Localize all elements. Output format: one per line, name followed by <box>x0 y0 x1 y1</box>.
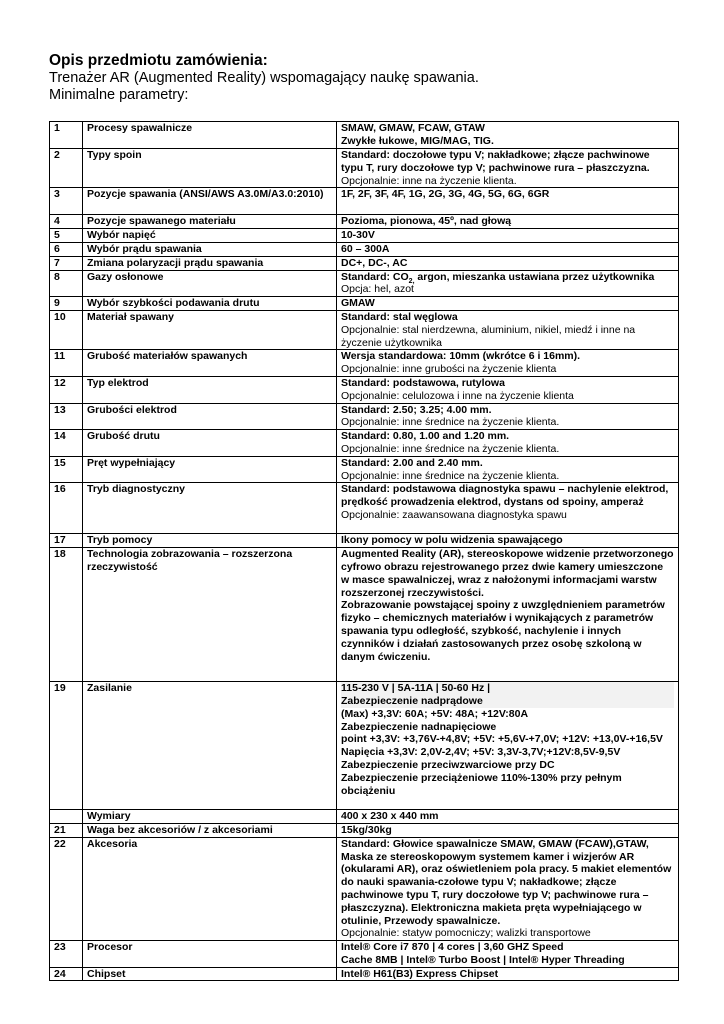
value-line: Cache 8MB | Intel® Turbo Boost | Intel® Hyper Threading <box>341 953 625 966</box>
row-number: 3 <box>50 188 83 215</box>
row-number: 4 <box>50 215 83 229</box>
parameter-value <box>337 350 679 377</box>
parameter-name: Procesy spawalnicze <box>83 122 337 149</box>
parameter-value <box>337 837 679 940</box>
table-row <box>50 967 679 981</box>
value-line: Standard: doczołowe typu V; nakładkowe; złącze pachwinowe typu T, rury doczołowe typ V; pachwinowe rura – płaszczyzna. <box>341 149 650 174</box>
row-number: 11 <box>50 350 83 377</box>
value-line: Standard: 2.00 and 2.40 mm. <box>341 456 483 469</box>
row-number: 24 <box>50 967 83 981</box>
parameter-value: 60 – 300A <box>337 242 679 256</box>
parameter-name: Wymiary <box>83 810 337 824</box>
parameter-name: Wybór prądu spawania <box>83 242 337 256</box>
table-row <box>50 376 679 403</box>
document-title: Opis przedmiotu zamówienia: <box>49 52 268 69</box>
table-row <box>50 456 679 483</box>
row-number: 21 <box>50 823 83 837</box>
parameter-name: Typy spoin <box>83 149 337 188</box>
parameter-value <box>337 682 679 810</box>
optional-note: Opcjonalnie: stal nierdzewna, aluminium, nikiel, miedź i inne na życzenie użytkownika <box>341 323 636 349</box>
parameter-name: Tryb pomocy <box>83 534 337 548</box>
parameter-value: GMAW <box>337 297 679 311</box>
table-row <box>50 403 679 430</box>
parameter-value <box>337 941 679 968</box>
value-line: Augmented Reality (AR), stereoskopowe widzenie przetworzonego cyfrowo obrazu rejestrowanego przez dwie kamery umieszczone w masce spawalniczej, wraz z nałożonymi informacjami warstw rozszerzonej rzeczywistości. <box>341 548 674 599</box>
parameter-name: Waga bez akcesoriów / z akcesoriami <box>83 823 337 837</box>
value-line: Intel® Core i7 870 | 4 cores | 3,60 GHZ Speed <box>341 941 564 954</box>
parameter-name: Pręt wypełniający <box>83 456 337 483</box>
parameter-value <box>337 483 679 534</box>
value-line: (Max) +3,3V: 60A; +5V: 48A; +12V:80A <box>341 707 529 720</box>
row-number <box>50 810 83 824</box>
parameter-value: Ikony pomocy w polu widzenia spawającego <box>337 534 679 548</box>
table-row <box>50 256 679 270</box>
table-row <box>50 188 679 215</box>
parameter-name: Zasilanie <box>83 682 337 810</box>
table-row <box>50 242 679 256</box>
table-row <box>50 682 679 810</box>
row-number: 6 <box>50 242 83 256</box>
value-line <box>341 271 674 284</box>
row-number: 14 <box>50 430 83 457</box>
optional-note: Opcjonalnie: inne średnice na życzenie klienta. <box>341 469 560 482</box>
value-line: Standard: 0.80, 1.00 and 1.20 mm. <box>341 430 510 443</box>
parameter-name: Grubości elektrod <box>83 403 337 430</box>
document-header <box>49 52 689 104</box>
parameter-name: Pozycje spawania (ANSI/AWS A3.0M/A3.0:2010) <box>83 188 337 215</box>
value-line: Zobrazowanie powstającej spoiny z uwzględnieniem parametrów fizyko – chemicznych materiałów i wynikających z parametrów spawania typu odległość, szybkość, nachylenie i innych czynników i działań zastosowanych przez osobę szkoloną w danym ćwiczeniu. <box>341 599 665 663</box>
table-row <box>50 483 679 534</box>
table-row <box>50 350 679 377</box>
table-row <box>50 837 679 940</box>
table-row <box>50 297 679 311</box>
optional-note: Opcja: hel, azot <box>341 283 414 296</box>
row-number: 23 <box>50 941 83 968</box>
row-number: 10 <box>50 310 83 349</box>
optional-note: Opcjonalnie: inne na życzenie klienta. <box>341 174 517 187</box>
parameter-name: Grubość drutu <box>83 430 337 457</box>
row-number: 5 <box>50 229 83 243</box>
subscript-text: 2, <box>408 277 415 285</box>
table-row <box>50 149 679 188</box>
row-number: 16 <box>50 483 83 534</box>
parameter-value <box>337 310 679 349</box>
value-line: 115-230 V | 5A-11A | 50-60 Hz | <box>341 682 674 695</box>
parameter-name: Procesor <box>83 941 337 968</box>
value-line: Standard: podstawowa diagnostyka spawu – nachylenie elektrod, prędkość prowadzenia elektrod, dystans od spoiny, amperaż <box>341 483 669 509</box>
parameter-value <box>337 456 679 483</box>
row-number: 22 <box>50 837 83 940</box>
parameter-value: Intel® H61(B3) Express Chipset <box>337 967 679 981</box>
table-row <box>50 122 679 149</box>
parameter-name: Tryb diagnostyczny <box>83 483 337 534</box>
parameter-value: Pozioma, pionowa, 45º, nad głową <box>337 215 679 229</box>
optional-note: Opcjonalnie: inne średnice na życzenie klienta. <box>341 416 560 429</box>
parameter-name: Technologia zobrazowania – rozszerzona rzeczywistość <box>83 548 337 682</box>
row-number: 12 <box>50 376 83 403</box>
parameter-name: Chipset <box>83 967 337 981</box>
table-row <box>50 810 679 824</box>
parameter-name: Wybór szybkości podawania drutu <box>83 297 337 311</box>
parameter-value <box>337 376 679 403</box>
table-row <box>50 534 679 548</box>
optional-note: Opcjonalnie: statyw pomocniczy; walizki transportowe <box>341 927 591 940</box>
document-subtitle: Trenażer AR (Augmented Reality) wspomagający naukę spawania. <box>49 70 479 86</box>
row-number: 17 <box>50 534 83 548</box>
parameters-table <box>49 121 679 981</box>
value-line: Standard: Głowice spawalnicze SMAW, GMAW (FCAW),GTAW, Maska ze stereoskopowym systemem kamer i wizjerów AR (okularami AR), oraz oświetleniem pola pracy. 5 makiet elementów do nauki spawania-czołowe typu V; nakładkowe; złącze pachwinowe typu T, rury doczołowe typ V; pachwinowe rura – płaszczyzna). Elektroniczna makieta pręta wypełniającego w otulinie, Przewody spawalnicze. <box>341 837 672 927</box>
value-line: Standard: stal węglowa <box>341 310 458 323</box>
table-row <box>50 229 679 243</box>
parameter-name: Wybór napięć <box>83 229 337 243</box>
value-line: Zabezpieczenie przeciwzwarciowe przy DC <box>341 758 555 771</box>
table-row <box>50 310 679 349</box>
parameter-name: Grubość materiałów spawanych <box>83 350 337 377</box>
parameter-value: 400 x 230 x 440 mm <box>337 810 679 824</box>
optional-note: Opcjonalnie: inne grubości na życzenie klienta <box>341 363 557 376</box>
parameter-value: 15kg/30kg <box>337 823 679 837</box>
parameter-value <box>337 548 679 682</box>
table-row <box>50 215 679 229</box>
parameter-value <box>337 149 679 188</box>
parameter-value <box>337 430 679 457</box>
parameter-name: Materiał spawany <box>83 310 337 349</box>
parameter-name: Akcesoria <box>83 837 337 940</box>
optional-note: Opcjonalnie: celulozowa i inne na życzenie klienta <box>341 389 574 402</box>
table-row <box>50 430 679 457</box>
value-line: Zabezpieczenie przeciążeniowe 110%-130% przy pełnym obciążeniu <box>341 771 622 797</box>
parameter-name: Pozycje spawanego materiału <box>83 215 337 229</box>
value-text: Standard: CO <box>341 270 409 283</box>
value-line: point +3,3V: +3,76V-+4,8V; +5V: +5,6V-+7,0V; +12V: +13,0V-+16,5V <box>341 733 663 746</box>
row-number: 15 <box>50 456 83 483</box>
row-number: 18 <box>50 548 83 682</box>
parameter-value: 1F, 2F, 3F, 4F, 1G, 2G, 3G, 4G, 5G, 6G, 6GR <box>337 188 679 215</box>
value-line: Standard: podstawowa, rutylowa <box>341 376 505 389</box>
parameter-value: DC+, DC-, AC <box>337 256 679 270</box>
value-line: Standard: 2.50; 3.25; 4.00 mm. <box>341 403 492 416</box>
table-row <box>50 548 679 682</box>
table-row <box>50 941 679 968</box>
value-line: SMAW, GMAW, FCAW, GTAW <box>341 122 485 134</box>
params-label: Minimalne parametry: <box>49 87 189 103</box>
row-number: 13 <box>50 403 83 430</box>
row-number: 7 <box>50 256 83 270</box>
value-text: argon, mieszanka ustawiana przez użytkownika <box>414 270 655 283</box>
value-line: Zwykłe łukowe, MIG/MAG, TIG. <box>341 134 494 147</box>
parameter-value <box>337 270 679 297</box>
row-number: 8 <box>50 270 83 297</box>
row-number: 9 <box>50 297 83 311</box>
parameter-name: Typ elektrod <box>83 376 337 403</box>
parameter-name: Zmiana polaryzacji prądu spawania <box>83 256 337 270</box>
row-number: 2 <box>50 149 83 188</box>
row-number: 19 <box>50 682 83 810</box>
value-line: Zabezpieczenie nadnapięciowe <box>341 720 497 733</box>
optional-note: Opcjonalnie: zaawansowana diagnostyka spawu <box>341 508 567 521</box>
value-line: Napięcia +3,3V: 2,0V-2,4V; +5V: 3,3V-3,7V;+12V:8,5V-9,5V <box>341 746 621 759</box>
parameter-value <box>337 122 679 149</box>
row-number: 1 <box>50 122 83 149</box>
value-line: Wersja standardowa: 10mm (wkrótce 6 i 16mm). <box>341 350 581 363</box>
value-line: Zabezpieczenie nadprądowe <box>341 695 674 708</box>
parameter-value <box>337 403 679 430</box>
table-row <box>50 823 679 837</box>
optional-note: Opcjonalnie: inne średnice na życzenie klienta. <box>341 442 560 455</box>
parameter-value: 10-30V <box>337 229 679 243</box>
table-row <box>50 270 679 297</box>
parameter-name: Gazy osłonowe <box>83 270 337 297</box>
